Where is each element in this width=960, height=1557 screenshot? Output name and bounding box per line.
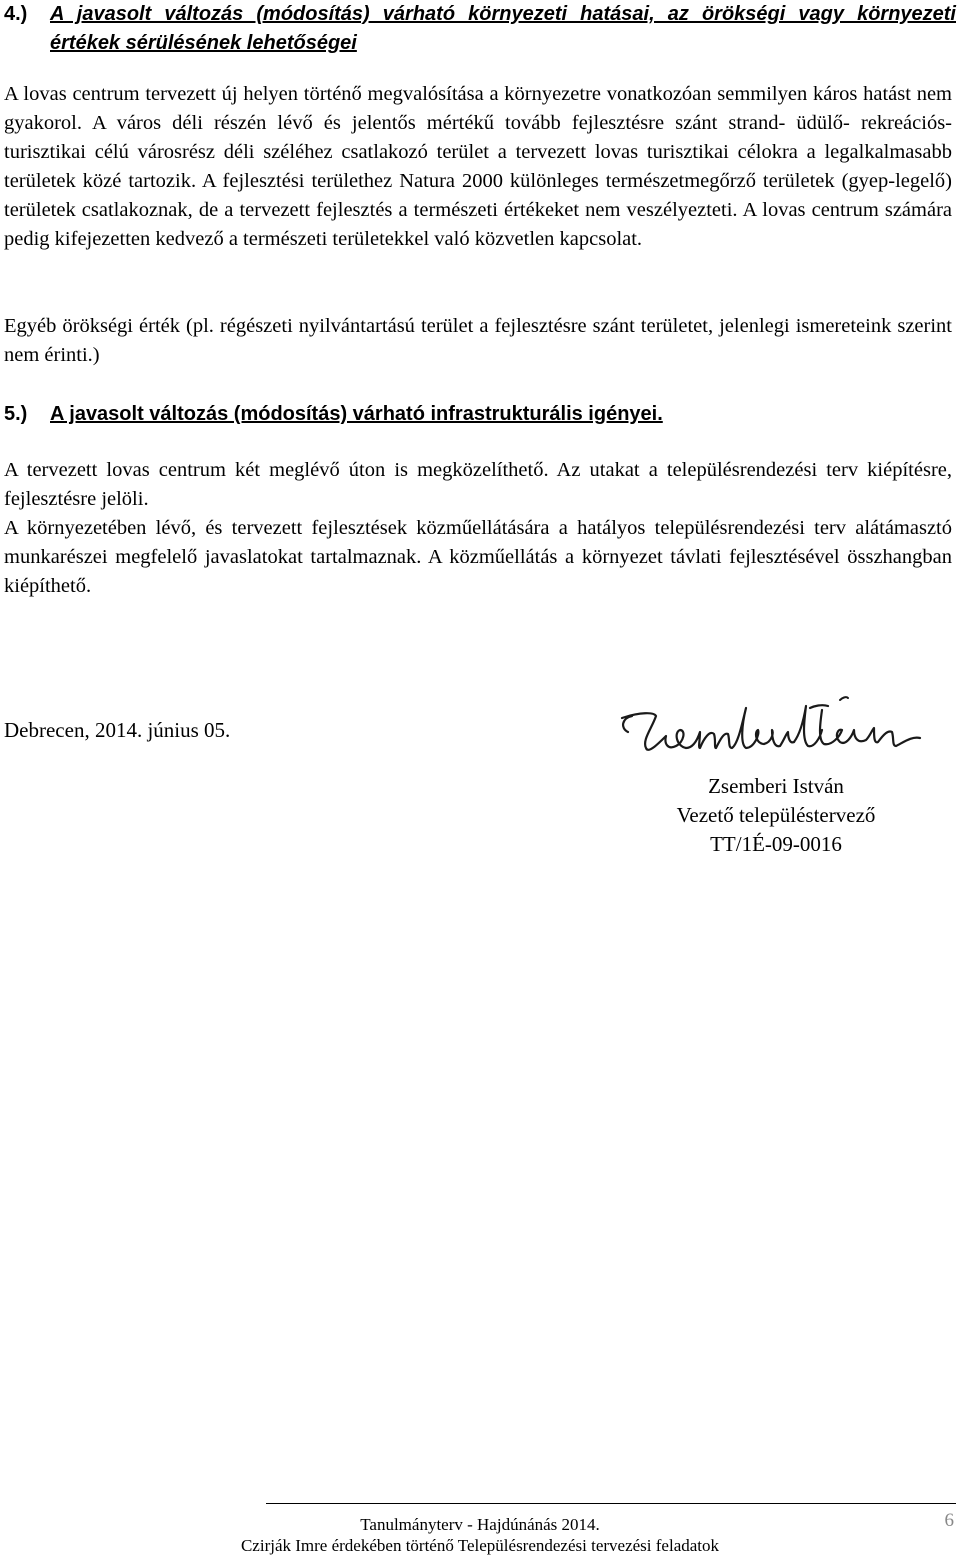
footer-line-2: Czirják Imre érdekében történő Településrendezési tervezési feladatok xyxy=(240,1536,720,1555)
section-4-paragraph-1: A lovas centrum tervezett új helyen történő megvalósítása a környezetre vonatkozóan semmilyen káros hatást nem gyakorol. A város déli részén lévő és jelentős mértékű tovább fejlesztésre szánt strand- üdülő- rekreációs- turisztikai célú városrész déli széléhez csatlakozó terület a tervezett lovas turisztikai célokra a legalkalmasabb területek közé tartozik. A fejlesztési területhez Natura 2000 különleges természetmegőrző területek (gyep-legelő) területek csatlakoznak, de a tervezett fejlesztés a természeti értékeket nem veszélyezteti. A lovas centrum számára pedig kifejezetten kedvező a természeti területekkel való közvetlen kapcsolat. xyxy=(4,83,952,250)
handwritten-signature xyxy=(614,694,926,764)
signer-name: Zsemberi István xyxy=(708,774,844,798)
place-date: Debrecen, 2014. június 05. xyxy=(4,718,231,742)
section-5-paragraph-1: A tervezett lovas centrum két meglévő úton is megközelíthető. Az utakat a településrendezési terv kiépítésre, fejlesztésre jelöli. xyxy=(4,459,952,510)
section-4-number: 4.) xyxy=(4,3,28,25)
signer-role: Vezető településtervező xyxy=(676,803,876,827)
page-number: 6 xyxy=(944,1510,954,1531)
section-5-number: 5.) xyxy=(4,403,28,425)
signer-license: TT/1É-09-0016 xyxy=(710,832,842,856)
section-4-paragraph-2: Egyéb örökségi érték (pl. régészeti nyilvántartású terület a fejlesztésre szánt területet, jelenlegi ismereteink szerint nem érinti.) xyxy=(4,315,952,366)
footer-divider xyxy=(266,1503,956,1504)
footer-line-1: Tanulmányterv - Hajdúnánás 2014. xyxy=(360,1515,600,1534)
section-5-title: A javasolt változás (módosítás) várható infrastrukturális igényei. xyxy=(50,403,663,425)
section-5-paragraph-2: A környezetében lévő, és tervezett fejlesztések közműellátására a hatályos településrendezési terv alátámasztó munkarészei megfelelő javaslatokat tartalmaznak. A közműellátás a környezet távlati fejlesztésével összhangban kiépíthető. xyxy=(4,517,952,597)
section-4-heading xyxy=(4,0,956,58)
signer-block xyxy=(616,772,936,859)
section-5-heading xyxy=(4,400,956,429)
section-4-title: A javasolt változás (módosítás) várható környezeti hatásai, az örökségi vagy környezeti értékek sérülésének lehetőségei xyxy=(50,3,956,54)
